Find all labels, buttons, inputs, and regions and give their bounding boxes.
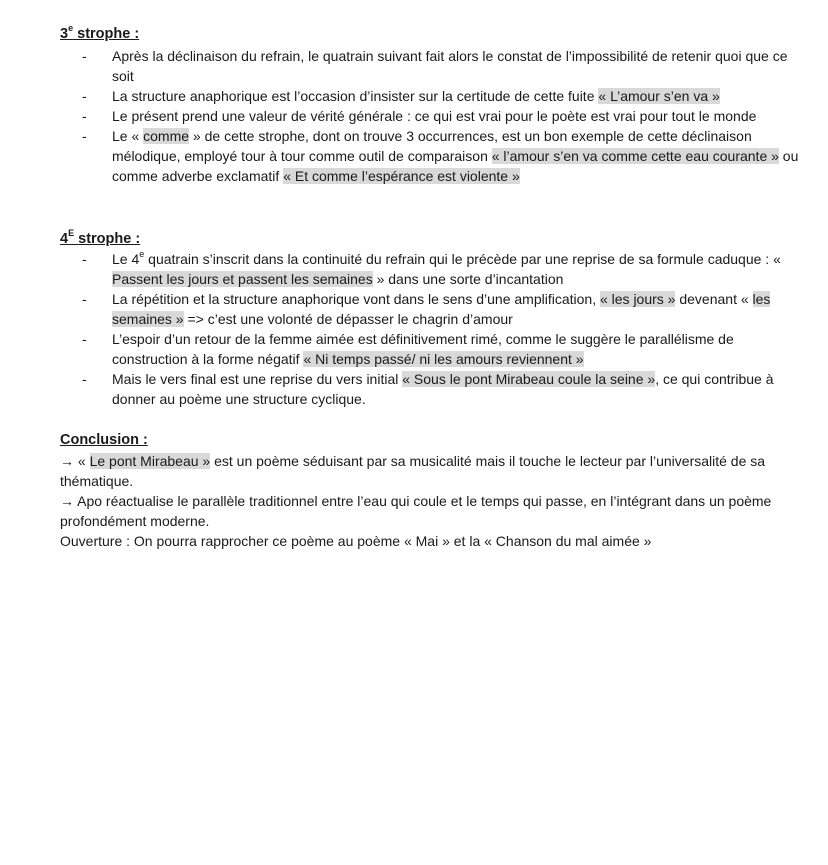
heading-text: strophe :: [78, 231, 141, 247]
item-text: => c’est une volonté de dépasser le chagrin d’amour: [183, 311, 513, 327]
item-text: Le présent prend une valeur de vérité générale : ce qui est vrai pour le poète est vrai pour tout le monde: [112, 108, 757, 124]
heading-text: Conclusion :: [60, 432, 148, 448]
heading-superscript: e: [68, 23, 74, 34]
highlighted-quote: Le pont Mirabeau »: [89, 453, 211, 469]
item-text: ou comme adverbe exclamatif: [112, 148, 799, 184]
item-text: » de cette strophe, dont on trouve 3 occurrences, est un bon exemple de cette déclinaison mélodique, employé tour à tour comme outil de comparaison: [112, 128, 752, 164]
bullet-dash: -: [82, 88, 87, 104]
heading-superscript: E: [68, 228, 75, 239]
item-text: L’espoir d’un retour de la femme aimée est définitivement rimé, comme le suggère le parallélisme de construction à la forme négatif: [112, 331, 734, 367]
highlighted-quote: « L’amour s’en va »: [598, 88, 720, 104]
bullet-dash: -: [82, 251, 87, 267]
paragraph-text: est un poème séduisant par sa musicalité mais il touche le lecteur par l’universalité de sa thématique.: [60, 453, 766, 489]
heading-strophe-4: [60, 229, 140, 249]
heading-conclusion: [60, 430, 148, 450]
highlighted-quote: « Ni temps passé/ ni les amours reviennent »: [303, 351, 584, 367]
highlighted-quote: « les jours »: [599, 291, 676, 307]
bullet-dash: -: [82, 291, 87, 307]
item-text: La répétition et la structure anaphorique vont dans le sens d’une amplification,: [112, 291, 600, 307]
conclusion-paragraph-1: [60, 451, 800, 491]
item-text: , ce qui contribue à donner au poème une structure cyclique.: [112, 371, 774, 407]
list-item: [82, 126, 802, 186]
list-item: [82, 289, 802, 329]
item-text: Mais le vers final est une reprise du vers initial: [112, 371, 403, 387]
strophe-3-list: [82, 46, 802, 186]
item-text: Le 4: [112, 251, 140, 267]
item-text: La structure anaphorique est l’occasion d’insister sur la certitude de cette fuite: [112, 88, 599, 104]
heading-text: strophe :: [77, 26, 140, 42]
paragraph-text: → «: [60, 453, 90, 469]
superscript: e: [139, 249, 145, 260]
highlighted-quote: « l’amour s’en va comme cette eau courante »: [491, 148, 779, 164]
item-text: devenant «: [675, 291, 753, 307]
list-item: [82, 86, 802, 106]
list-item: [82, 329, 802, 369]
bullet-dash: -: [82, 48, 87, 64]
bullet-dash: -: [82, 371, 87, 387]
list-item: [82, 249, 802, 289]
list-item: [82, 369, 802, 409]
bullet-dash: -: [82, 108, 87, 124]
item-text: Le «: [112, 128, 144, 144]
bullet-dash: -: [82, 331, 87, 347]
strophe-4-list: [82, 249, 802, 409]
highlighted-quote: « Et comme l’espérance est violente »: [283, 168, 520, 184]
conclusion-paragraph-2: → Apo réactualise le parallèle traditionnel entre l’eau qui coule et le temps qui passe, en l’intégrant dans un poème profondément moderne.: [60, 493, 772, 529]
conclusion-body: [60, 451, 800, 551]
highlighted-quote: « Sous le pont Mirabeau coule la seine »: [402, 371, 656, 387]
heading-number: 4: [60, 231, 69, 247]
list-item: [82, 106, 802, 126]
heading-strophe-3: [60, 24, 139, 44]
opening-paragraph: Ouverture : On pourra rapprocher ce poème au poème « Mai » et la « Chanson du mal aimée »: [60, 533, 652, 549]
list-item: [82, 46, 802, 86]
highlighted-quote: les semaines »: [112, 291, 771, 327]
bullet-dash: -: [82, 128, 87, 144]
highlighted-word: comme: [143, 128, 190, 144]
item-text: Après la déclinaison du refrain, le quatrain suivant fait alors le constat de l’impossibilité de retenir quoi que ce soit: [112, 48, 788, 84]
highlighted-quote: Passent les jours et passent les semaines: [112, 271, 373, 287]
item-text: quatrain s’inscrit dans la continuité du refrain qui le précède par une reprise de sa formule caduque : «: [144, 251, 781, 267]
heading-number: 3: [60, 26, 69, 42]
item-text: » dans une sorte d’incantation: [372, 271, 564, 287]
